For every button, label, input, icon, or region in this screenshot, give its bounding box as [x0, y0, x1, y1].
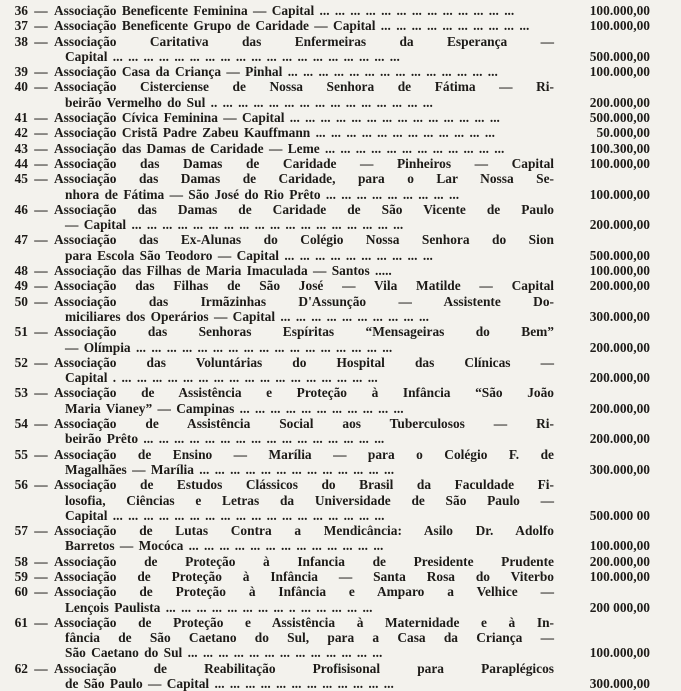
entry-value: 200.000,00 [589, 217, 650, 233]
entry-number: 51 [14, 324, 28, 340]
entry-value: 200.000,00 [589, 94, 650, 110]
entry-text-line: Associação das Filhas de Maria Imaculada — Santos ..... [54, 263, 392, 279]
entry-text-line: losofia, Ciências e Letras da Universidade de São Paulo — [65, 492, 554, 508]
entry-number: 52 [14, 354, 28, 370]
entry-text-line: Lençois Paulista ... ... ... ... ... ... ... ... .. ... ... ... ... ... [65, 599, 373, 615]
entry-dash: — [34, 201, 48, 217]
entry-number: 42 [14, 125, 28, 141]
entry-dash: — [34, 232, 48, 248]
entry-dash: — [34, 110, 48, 126]
entry-text-line: Associação de Proteção à Infância — Santa Rosa do Viterbo [54, 568, 554, 584]
entry-text-line: para Escola São Teodoro — Capital ... ... ... ... ... ... ... ... ... ... [65, 247, 433, 263]
entry-dash: — [34, 64, 48, 80]
entry-dash: — [34, 3, 48, 18]
entry-text-line: — Olímpia ... ... ... ... ... ... ... ... ... ... ... ... ... ... ... ... ... [65, 339, 393, 355]
entry-text-line: fância de São Caetano do Sul, para a Casa da Criança — [65, 630, 554, 646]
entry-text-line: Capital . ... ... ... ... ... ... ... ... ... ... ... ... ... ... ... ... ... [65, 370, 378, 386]
entry-value: 200.000,00 [589, 553, 650, 569]
entry-text [54, 202, 554, 233]
entry-value: 100.000,00 [589, 186, 650, 202]
entry-text [54, 523, 554, 554]
entry-text [54, 171, 554, 202]
entry-number: 36 [14, 3, 28, 18]
entry-number: 39 [14, 64, 28, 80]
entry-dash: — [34, 523, 48, 539]
entry-text-line: Capital ... ... ... ... ... ... ... ... ... ... ... ... ... ... ... ... ... ... [65, 507, 385, 523]
entry-text-line: Associação de Ensino — Marília — para o Colégio F. de [54, 446, 554, 462]
list-item [8, 661, 650, 691]
entry-text-line: Associação de Proteção à Infancia de Presidente Prudente [54, 553, 554, 569]
list-item [8, 477, 650, 523]
entry-text-line: Associação de Assistência e Proteção à Infância “São João [54, 385, 554, 401]
list-item [8, 18, 650, 33]
entry-number: 61 [14, 614, 28, 630]
list-item [8, 110, 650, 125]
list-item [8, 324, 650, 355]
entry-number: 56 [14, 477, 28, 493]
entry-number: 45 [14, 171, 28, 187]
entry-text [54, 554, 554, 569]
entry-value: 500.000,00 [589, 110, 650, 126]
entry-text-line: Associação das Voluntárias do Hospital das Clínicas — [54, 354, 554, 370]
entry-dash: — [34, 263, 48, 279]
entry-value: 100.000,00 [589, 263, 650, 279]
list-item [8, 125, 650, 140]
entry-text [54, 125, 554, 140]
entry-dash: — [34, 614, 48, 630]
entry-value: 100.300,00 [589, 140, 650, 156]
entry-text-line: nhora de Fátima — São José do Rio Prêto ... ... ... ... ... ... ... ... ... [65, 186, 460, 202]
entry-text-line: Associação de Proteção à Infância e Amparo a Velhice — [54, 584, 554, 600]
entry-text [54, 569, 554, 584]
entry-number: 49 [14, 278, 28, 294]
entry-text [54, 584, 554, 615]
entry-dash: — [34, 18, 48, 34]
list-item [8, 263, 650, 278]
list-item [8, 584, 650, 615]
entry-value: 300.000,00 [589, 461, 650, 477]
entry-dash: — [34, 477, 48, 493]
entry-number: 58 [14, 553, 28, 569]
entry-number: 62 [14, 660, 28, 676]
entry-text [54, 477, 554, 523]
entry-text [54, 416, 554, 447]
list-item [8, 34, 650, 65]
entry-number: 53 [14, 385, 28, 401]
entry-value: 500.000 00 [589, 507, 650, 523]
entry-text-line: Associação Cisterciense de Nossa Senhora de Fátima — Ri- [54, 79, 554, 95]
entry-number: 55 [14, 446, 28, 462]
entry-dash: — [34, 293, 48, 309]
entry-text-line: Associação Cristã Padre Zabeu Kauffmann ... ... ... ... ... ... ... ... ... ... ... ... [54, 125, 495, 141]
entry-text [54, 3, 554, 18]
entry-dash: — [34, 278, 48, 294]
entry-value: 100.000,00 [589, 64, 650, 80]
list-item [8, 278, 650, 293]
entry-value: 100.000,00 [589, 18, 650, 34]
entry-dash: — [34, 354, 48, 370]
entry-number: 44 [14, 155, 28, 171]
entry-text [54, 661, 554, 691]
entry-text-line: Maria Vianey” — Campinas ... ... ... ... ... ... ... ... ... ... ... [65, 400, 404, 416]
entry-text [54, 355, 554, 386]
entry-number: 57 [14, 523, 28, 539]
entry-text [54, 18, 554, 33]
entry-text-line: Associação de Assistência Social aos Tuberculosos — Ri- [54, 416, 554, 432]
entry-dash: — [34, 584, 48, 600]
entry-number: 47 [14, 232, 28, 248]
entry-text-line: Associação de Lutas Contra a Mendicância: Asilo Dr. Adolfo [54, 523, 554, 539]
entry-text-line: Associação das Damas de Caridade, para o Lar Nossa Se- [54, 171, 554, 187]
entry-value: 300.000,00 [589, 676, 650, 691]
list-item [8, 355, 650, 386]
entry-text-line: miciliares dos Operários — Capital ... ... ... ... ... ... ... ... ... ... [65, 308, 429, 324]
list-item [8, 523, 650, 554]
entry-text-line: Associação Casa da Criança — Pinhal ... ... ... ... ... ... ... ... ... ... ... ... ... ... [54, 64, 498, 80]
entry-number: 59 [14, 568, 28, 584]
entry-number: 48 [14, 263, 28, 279]
entry-text-line: Associação das Ex-Alunas do Colégio Nossa Senhora do Sion [54, 232, 554, 248]
entry-text [54, 324, 554, 355]
entry-text-line: beirão Vermelho do Sul .. ... ... ... ... ... ... ... ... ... ... ... ... ... ... [65, 94, 433, 110]
entry-value: 100.000,00 [589, 3, 650, 18]
entry-dash: — [34, 33, 48, 49]
entry-value: 500.000,00 [589, 247, 650, 263]
entry-dash: — [34, 155, 48, 171]
list-item [8, 416, 650, 447]
entry-text-line: Associação Caritativa das Enfermeiras da Esperança — [54, 33, 554, 49]
entry-text [54, 278, 554, 293]
entry-text-line: Associação das Irmãzinhas D'Assunção — Assistente Do- [54, 293, 554, 309]
entry-number: 40 [14, 79, 28, 95]
entry-text-line: Associação das Damas de Caridade de São Vicente de Paulo [54, 201, 554, 217]
entry-text-line: Barretos — Mocóca ... ... ... ... ... ... ... ... ... ... ... ... ... [65, 538, 384, 554]
entry-number: 54 [14, 416, 28, 432]
entry-text [54, 64, 554, 79]
entry-number: 50 [14, 293, 28, 309]
entry-dash: — [34, 553, 48, 569]
entry-text [54, 294, 554, 325]
entry-number: 43 [14, 140, 28, 156]
entry-dash: — [34, 446, 48, 462]
entry-text-line: Associação de Estudos Clássicos do Brasil da Faculdade Fi- [54, 477, 554, 493]
list-item [8, 447, 650, 478]
entry-value: 300.000,00 [589, 308, 650, 324]
entry-text [54, 156, 554, 171]
entry-text [54, 79, 554, 110]
entry-dash: — [34, 568, 48, 584]
entry-dash: — [34, 140, 48, 156]
entry-text [54, 34, 554, 65]
entry-dash: — [34, 125, 48, 141]
entry-text-line: Associação das Filhas de São José — Vila Matilde — Capital [54, 278, 554, 294]
entry-dash: — [34, 385, 48, 401]
list-item [8, 156, 650, 171]
list-item [8, 615, 650, 661]
entry-value: 100.000,00 [589, 155, 650, 171]
entry-number: 37 [14, 18, 28, 34]
entry-text [54, 615, 554, 661]
list-item [8, 202, 650, 233]
list-item [8, 64, 650, 79]
entry-text-line: Associação das Senhoras Espíritas “Mensageiras do Bem” [54, 324, 554, 340]
entry-value: 200.000,00 [589, 278, 650, 294]
entry-text-line: Associação Beneficente Grupo de Caridade — Capital ... ... ... ... ... ... ... ... ... ... [54, 18, 530, 34]
entry-value: 100.000,00 [589, 645, 650, 661]
entry-text [54, 385, 554, 416]
entry-text-line: Associação das Damas de Caridade — Pinheiros — Capital [54, 155, 554, 171]
entry-dash: — [34, 324, 48, 340]
entry-value: 200 000,00 [589, 599, 650, 615]
list-item [8, 232, 650, 263]
entry-number: 60 [14, 584, 28, 600]
entry-text-line: Magalhães — Marília ... ... ... ... ... ... ... ... ... ... ... ... ... [65, 461, 395, 477]
list-item [8, 141, 650, 156]
list-item [8, 569, 650, 584]
entry-text-line: de São Paulo — Capital ... ... ... ... ... ... ... ... ... ... ... ... [65, 676, 394, 691]
list-item [8, 3, 650, 18]
entry-dash: — [34, 660, 48, 676]
entry-text [54, 232, 554, 263]
list-item [8, 294, 650, 325]
entry-text-line: Associação das Damas de Caridade — Leme ... ... ... ... ... ... ... ... ... ... ... ... [54, 140, 505, 156]
entry-text [54, 141, 554, 156]
entry-value: 500.000,00 [589, 48, 650, 64]
entry-value: 200.000,00 [589, 400, 650, 416]
entry-value: 100.000,00 [589, 538, 650, 554]
entry-text [54, 263, 554, 278]
entry-dash: — [34, 171, 48, 187]
entry-dash: — [34, 416, 48, 432]
entry-value: 50.000,00 [596, 125, 650, 141]
entry-dash: — [34, 79, 48, 95]
entry-text [54, 110, 554, 125]
entry-number: 41 [14, 110, 28, 126]
list-item [8, 554, 650, 569]
entry-text-line: São Caetano do Sul ... ... ... ... ... ... ... ... ... ... ... ... ... [65, 645, 383, 661]
entry-value: 200.000,00 [589, 370, 650, 386]
entries-list [8, 3, 650, 691]
entry-text-line: Capital ... ... ... ... ... ... ... ... ... ... ... ... ... ... ... ... ... ... ... [65, 48, 400, 64]
entry-text [54, 447, 554, 478]
entry-text-line: Associação Beneficente Feminina — Capital ... ... ... ... ... ... ... ... ... ... ... ... ... [54, 3, 515, 18]
entry-number: 46 [14, 201, 28, 217]
list-item [8, 171, 650, 202]
entry-number: 38 [14, 33, 28, 49]
list-item [8, 385, 650, 416]
entry-text-line: beirão Prêto ... ... ... ... ... ... ... ... ... ... ... ... ... ... ... ... [65, 431, 385, 447]
list-item [8, 79, 650, 110]
entry-text-line: Associação de Proteção e Assistência à Maternidade e à In- [54, 614, 554, 630]
entry-text-line: Associação Cívica Feminina — Capital ... ... ... ... ... ... ... ... ... ... ... ... ... ... [54, 110, 500, 126]
entry-value: 100.000,00 [589, 568, 650, 584]
entry-value: 200.000,00 [589, 431, 650, 447]
entry-text-line: — Capital ... ... ... ... ... ... ... ... ... ... ... ... ... ... ... ... ... ... [65, 217, 404, 233]
entry-text-line: Associação de Reabilitação Profisisonal para Paraplégicos [54, 660, 554, 676]
entry-value: 200.000,00 [589, 339, 650, 355]
